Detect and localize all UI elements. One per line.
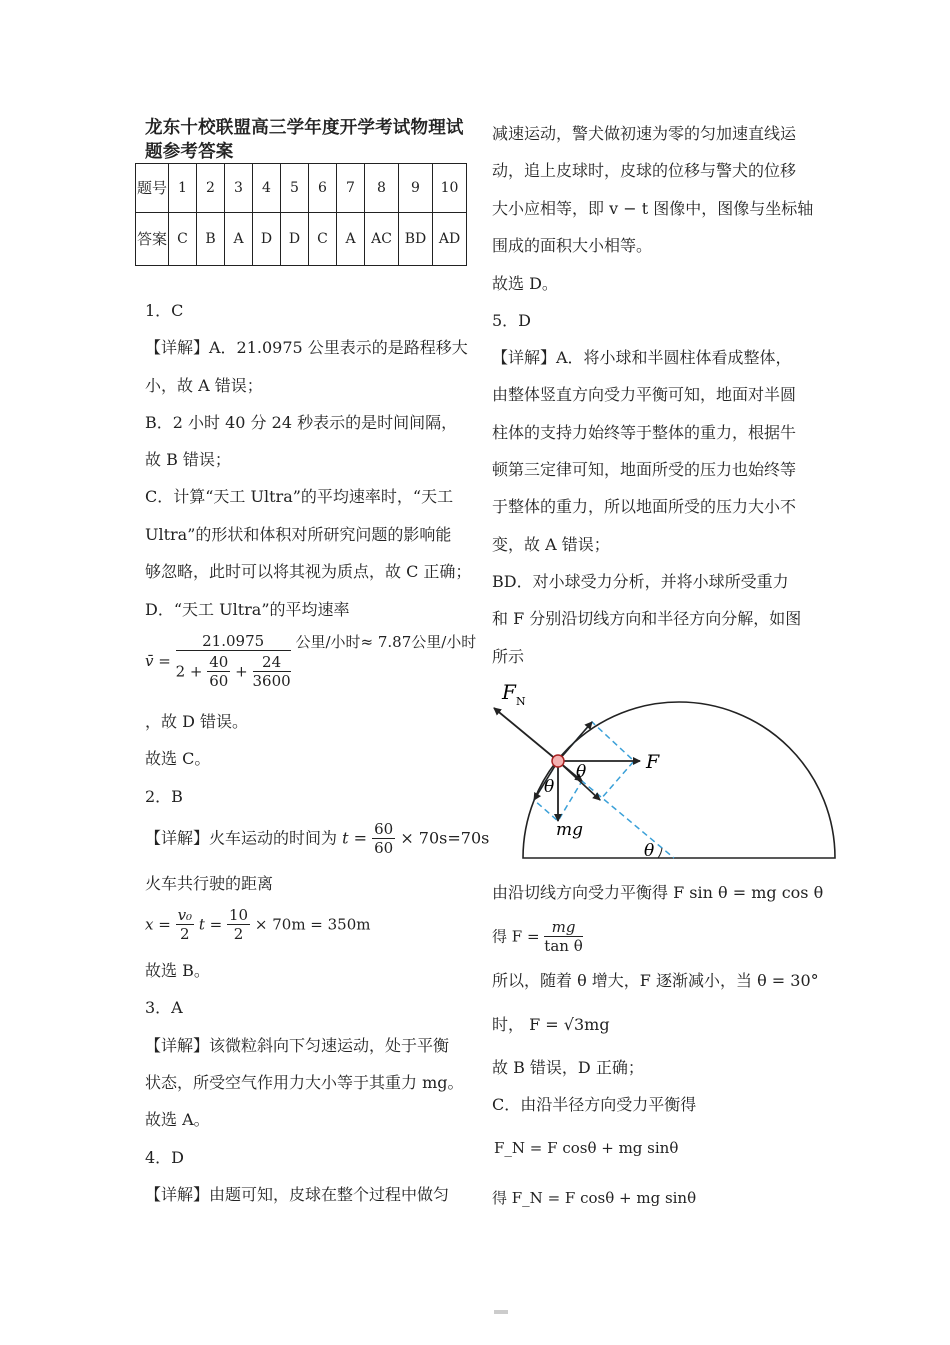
sub-numerator: 40 [209,653,229,671]
table-row [136,164,467,213]
text-line: Ultra”的形状和体积对所研究问题的影响能 [145,525,452,544]
table-cell: 3 [225,164,253,213]
table-cell: C [309,213,337,266]
sub-denominator: 60 [209,672,229,690]
text-line: B．2 小时 40 分 24 秒表示的是时间间隔， [145,413,458,432]
table-header-number: 题号 [136,164,169,213]
text-line: 【详解】该微粒斜向下匀速运动，处于平衡 [145,1036,450,1055]
table-header-answer: 答案 [136,213,169,266]
table-cell: 2 [197,164,225,213]
formula-sub-fraction [207,653,230,690]
f-tangential-arrow [558,722,592,761]
formula-numerator: 21.0975 [176,632,291,651]
text-line: 围成的面积大小相等。 [492,236,653,255]
question-2-answer: 2．B [145,787,183,806]
formula-numerator: mg [544,918,582,937]
formula-plus: + [235,662,248,681]
formula-den-a: 2 + [175,662,203,681]
table-cell: 4 [253,164,281,213]
text-line: D．“天工 Ultra”的平均速率 [145,600,350,619]
table-cell: D [253,213,281,266]
formula-denominator [176,651,291,690]
formula-fraction [176,906,195,943]
table-cell: 8 [365,164,399,213]
normal-force-arrow [494,708,558,761]
text-line: 故 B 错误，D 正确； [492,1058,644,1077]
text-line: 所以，随着 θ 增大，F 逐渐减小，当 θ = 30° [492,971,819,990]
question-3-answer: 3．A [145,998,183,1017]
text-line: 故选 B。 [145,961,210,980]
radial-formula-1: F_N = F cosθ + mg sinθ [494,1139,679,1157]
text-line: 减速运动，警犬做初速为零的匀加速直线运 [492,124,797,143]
radial-formula-2: 得 F_N = F cosθ + mg sinθ [492,1189,697,1207]
text-line: 故选 D。 [492,274,558,293]
label-theta-3: θ [644,841,655,861]
label-fn-sub: N [516,695,526,708]
formula-denominator: 2 [233,925,244,943]
force-diagram [488,680,840,865]
table-cell: AD [433,213,467,266]
table-row [136,213,467,266]
formula-fraction [372,820,395,857]
text-line: 所示 [492,647,525,666]
table-cell: 5 [281,164,309,213]
table-cell: BD [399,213,433,266]
text-line: 时， F = √3mg [492,1015,610,1034]
table-cell: 10 [433,164,467,213]
formula-fraction [176,632,291,690]
table-cell: B [197,213,225,266]
ball [552,755,564,767]
table-cell: A [337,213,365,266]
formula-numerator: 60 [374,820,394,838]
label-f: F [646,751,660,773]
formula-numerator: 10 [229,906,249,924]
table-cell: C [169,213,197,266]
label-theta-2: θ [544,777,555,797]
text-line: 够忽略，此时可以将其视为质点，故 C 正确； [145,562,472,581]
label-mg: mg [556,820,584,840]
text-line: 火车共行驶的距离 [145,874,274,893]
answer-table [135,163,467,266]
text-line: 动，追上皮球时，皮球的位移与警犬的位移 [492,161,797,180]
text-line: C．由沿半径方向受力平衡得 [492,1095,697,1114]
label-fn: F [502,680,516,704]
table-cell: 9 [399,164,433,213]
text-line: 故选 C。 [145,749,211,768]
table-cell: 6 [309,164,337,213]
table-cell: D [281,213,309,266]
angle-arc [658,848,662,858]
text-line: 故 B 错误； [145,450,231,469]
text-line: 小，故 A 错误； [145,376,263,395]
sub-denominator: 3600 [252,672,291,690]
text-line: C．计算“天工 Ultra”的平均速率时，“天工 [145,487,454,506]
text-line [145,820,489,857]
text-line: 【详解】A．将小球和半圆柱体看成整体， [492,348,792,367]
text-line: 顿第三定律可知，地面所受的压力也始终等 [492,460,797,479]
formula-lhs: 得 F = [492,927,540,946]
formula-rhs: × 70s=70s [400,828,490,848]
formula-denominator: 2 [180,925,190,943]
formula-lhs: v̄ = [145,652,171,670]
question-1-answer: 1．C [145,301,184,320]
sub-numerator: 24 [253,653,291,672]
formula-lhs: t = [342,828,368,848]
text-line: 【详解】由题可知，皮球在整个过程中做匀 [145,1185,450,1204]
distance-formula [145,906,371,943]
formula-numerator: v₀ [177,906,193,924]
text-line: 【详解】A．21.0975 公里表示的是路程移大 [145,338,468,357]
formula-rhs: × 70m = 350m [254,915,371,934]
formula-denominator: 60 [374,839,394,857]
page-title: 龙东十校联盟高三学年度开学考试物理试题参考答案 [145,118,464,162]
text-line: 变，故 A 错误； [492,535,610,554]
formula-lhs: x = [145,915,171,934]
formula-denominator: tan θ [544,937,583,955]
formula-rhs: 公里/小时≈ 7.87公里/小时 [295,633,477,651]
text-line: 故选 A。 [145,1110,210,1129]
formula-fraction [544,918,582,955]
f-formula [492,918,583,955]
formula-fraction [227,906,250,943]
speed-formula [145,632,476,690]
label-theta-1: θ [576,762,587,782]
text-line: BD．对小球受力分析，并将小球所受重力 [492,572,789,591]
formula-mid: t = [198,915,223,934]
table-cell: A [225,213,253,266]
text-line: 由沿切线方向受力平衡得 F sin θ = mg cos θ [492,883,824,902]
question-5-answer: 5．D [492,311,532,330]
question-4-answer: 4．D [145,1148,185,1167]
text-line: 于整体的重力，所以地面所受的压力大小不 [492,497,797,516]
text-line: 由整体竖直方向受力平衡可知，地面对半圆 [492,385,797,404]
table-cell: AC [365,213,399,266]
formula-sub-fraction [253,653,291,690]
page-number-mark [494,1310,508,1314]
text-span: 【详解】火车运动的时间为 [145,828,338,848]
text-line: 和 F 分别沿切线方向和半径方向分解，如图 [492,609,802,628]
table-cell: 7 [337,164,365,213]
text-line: 柱体的支持力始终等于整体的重力，根据牛 [492,423,797,442]
table-cell: 1 [169,164,197,213]
text-line: ，故 D 错误。 [145,712,249,731]
text-line: 状态，所受空气作用力大小等于其重力 mg。 [145,1073,464,1092]
text-line: 大小应相等，即 v − t 图像中，图像与坐标轴 [492,199,814,218]
